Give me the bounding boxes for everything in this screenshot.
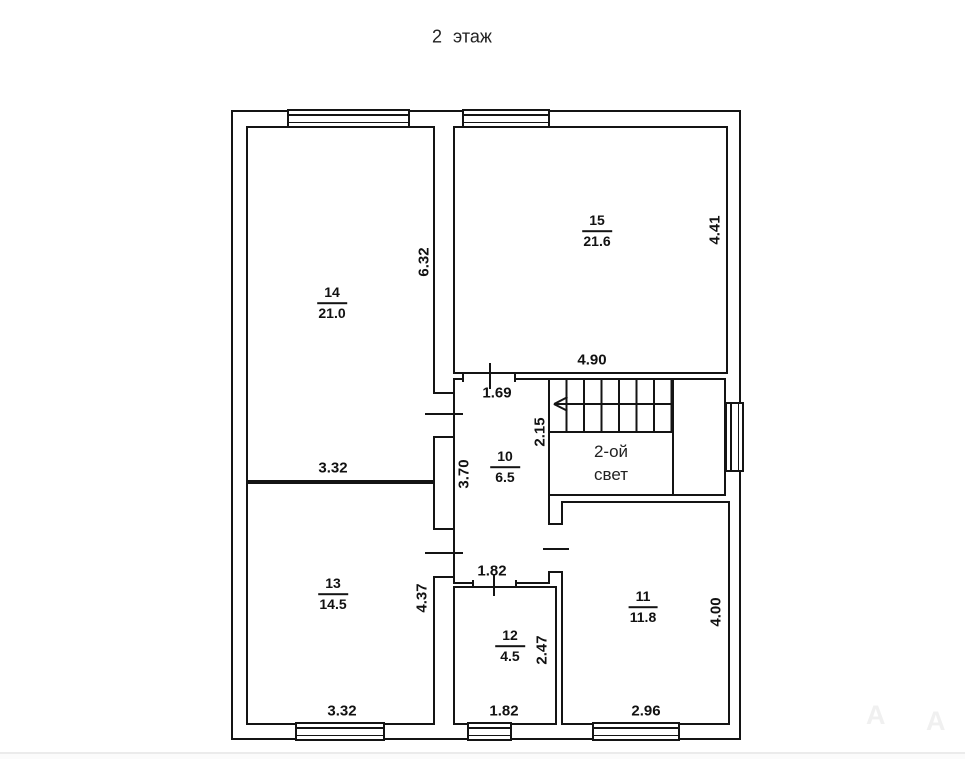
room-label-13 [318,575,348,613]
room-label-10 [490,448,520,486]
dim-room12-top: 1.82 [477,562,507,580]
dim-room11-height: 4.00 [707,597,725,627]
dim-room12-bottom: 1.82 [489,702,519,720]
page-title: 2 этаж [432,26,492,47]
room-label-14 [317,284,347,322]
watermark-logo: A [926,706,946,736]
window-room14-top [287,109,410,128]
dim-room15-width: 4.90 [577,351,607,369]
room-area-15: 21.6 [583,233,611,249]
room-area-11: 11.8 [629,609,657,625]
dim-room15-height: 4.41 [706,215,724,245]
dim-room14-width: 3.32 [318,459,348,477]
room-15 [453,126,728,374]
stair-partition-wall [672,380,674,494]
dim-hall-width: 1.69 [482,384,512,402]
room-number-11: 11 [629,588,658,608]
footer-area [0,754,965,759]
second-light-line1: 2-ой [593,441,629,461]
stair-direction-arrow [555,403,671,405]
room-label-12 [495,627,525,665]
window-room12-bottom [467,722,512,741]
dim-room12-height: 2.47 [533,635,551,665]
watermark-logo: A [866,700,886,730]
room-number-14: 14 [317,284,347,304]
room-number-10: 10 [490,448,520,468]
room-number-15: 15 [582,212,612,232]
dim-room14-height: 6.32 [415,247,433,277]
room-number-13: 13 [318,575,348,595]
door-room12 [472,580,517,586]
room-area-14: 21.0 [318,305,346,321]
room-label-11 [629,588,658,626]
tick-door-room14 [425,413,463,415]
dim-room11-width: 2.96 [631,702,661,720]
dim-hall-height: 3.70 [455,459,473,489]
second-light-line2: свет [593,464,629,484]
room-area-10: 6.5 [495,469,515,485]
dim-stair-height: 2.15 [531,417,549,447]
tick-door-room13 [425,552,463,554]
room-area-12: 4.5 [500,648,520,664]
second-light-label [550,433,672,494]
room-label-15 [582,212,612,250]
dim-room13-width: 3.32 [327,702,357,720]
stair-treads [550,380,672,431]
window-stairwell-right [725,402,744,472]
door-room14 [433,392,453,438]
window-room15-top [462,109,550,128]
dim-room13-height: 4.37 [413,583,431,613]
window-room13-bottom [295,722,385,741]
window-room11-bottom [592,722,680,741]
stairwell [548,378,726,496]
tick-door-room11 [543,548,569,550]
room-number-12: 12 [495,627,525,647]
room-area-13: 14.5 [319,596,347,612]
